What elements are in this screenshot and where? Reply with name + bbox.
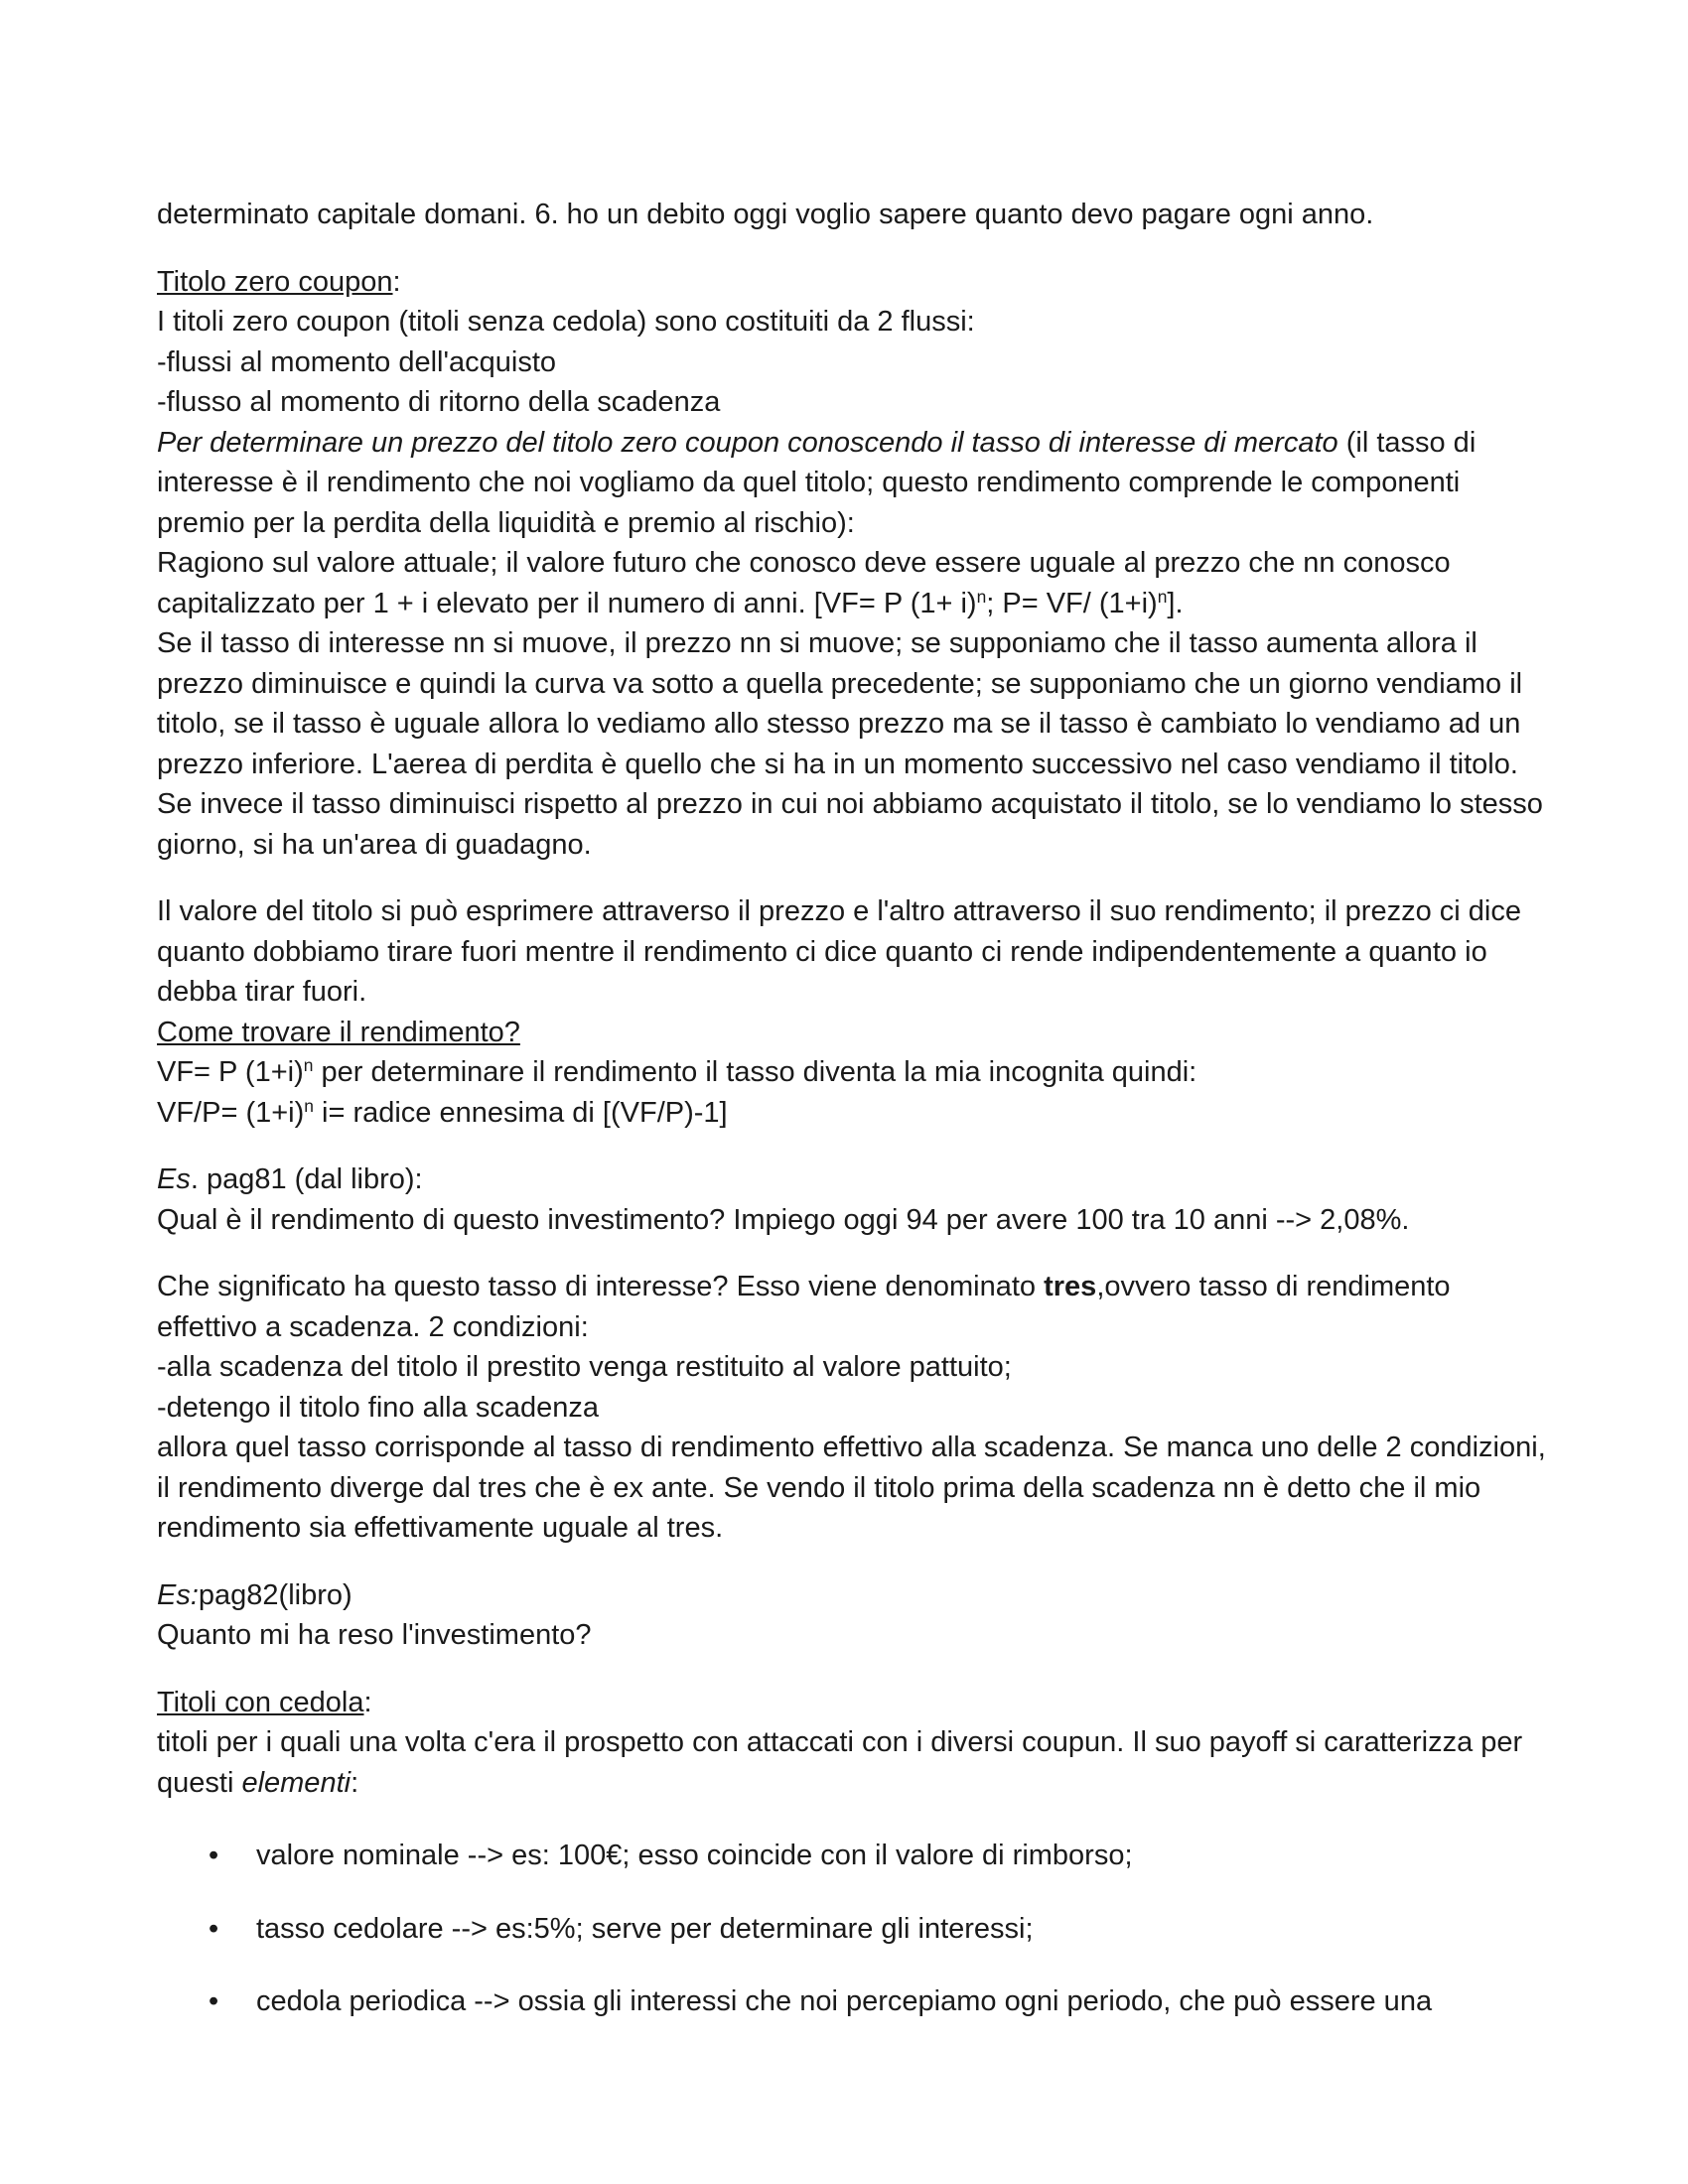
bullet-icon: • <box>209 1985 219 2017</box>
example-1 <box>157 1160 1547 1240</box>
zero-coupon-heading-line: Titolo zero coupon: <box>157 265 401 298</box>
elements-list <box>157 1836 1547 2022</box>
formula-line-1: VF= P $(1+i)^n$ per determinare il rendimento il tasso diventa la mia incognita quindi: <box>157 1055 1197 1088</box>
zero-coupon-line-2: -flussi al momento dell'acquisto <box>157 345 557 378</box>
example-1-text: Qual è il rendimento di questo investimento? Impiego oggi 94 per avere 100 tra 10 anni --> 2,08%. <box>157 1203 1410 1236</box>
present-value-paragraph: Ragiono sul valore attuale; il valore futuro che conosco deve essere uguale al prezzo che nn conosco capitalizzato per 1 + i elevato per il numero di anni. [VF= P $(1+ i)^n$; P= VF/ $(1+i)^n$]. <box>157 547 1451 619</box>
tres-section <box>157 1267 1547 1549</box>
tres-conclusion: allora quel tasso corrisponde al tasso di rendimento effettivo alla scadenza. Se manca uno delle 2 condizioni, il rendimento diverge dal tres che è ex ante. Se vendo il titolo prima della scadenza nn è detto che il mio rendimento sia effettivamente uguale al tres. <box>157 1432 1546 1544</box>
list-item: • valore nominale --> es: 100€; esso coincide con il valore di rimborso; <box>157 1836 1547 1876</box>
value-paragraph: Il valore del titolo si può esprimere attraverso il prezzo e l'altro attraverso il suo rendimento; il prezzo ci dice quanto dobbiamo tirare fuori mentre il rendimento ci dice quanto ci rende indipendentemente a quanto io debba tirar fuori. <box>157 895 1521 1008</box>
bullet-icon: • <box>209 1912 219 1945</box>
intro-paragraph: determinato capitale domani. 6. ho un debito oggi voglio sapere quanto devo pagare ogni anno. <box>157 199 1374 230</box>
zero-coupon-heading: Titolo zero coupon <box>157 265 393 298</box>
document-body <box>157 195 1547 2055</box>
value-section <box>157 891 1547 1133</box>
coupon-bonds-paragraph: titoli per i quali una volta c'era il prospetto con attaccati con i diversi coupun. Il suo payoff si caratterizza per questi elementi: <box>157 1726 1523 1799</box>
formula-line-2: $VF/P= (1+i)^n$ i= radice ennesima di [(VF/P)-1] <box>157 1095 728 1129</box>
condition-1: -alla scadenza del titolo il prestito venga restituito al valore pattuito; <box>157 1351 1012 1383</box>
example-1-label: Es. pag81 (dal libro): <box>157 1163 423 1195</box>
zero-coupon-line-3: -flusso al momento di ritorno della scadenza <box>157 386 721 418</box>
coupon-bonds-section <box>157 1683 1547 2022</box>
zero-coupon-section <box>157 262 1547 866</box>
condition-2: -detengo il titolo fino alla scadenza <box>157 1391 599 1424</box>
find-yield-heading: Come trovare il rendimento? <box>157 1016 520 1048</box>
zero-coupon-line-1: I titoli zero coupon (titoli senza cedola) sono costituiti da 2 flussi: <box>157 306 975 338</box>
example-2-label: Es:pag82(libro) <box>157 1578 352 1611</box>
rate-change-paragraph: Se il tasso di interesse nn si muove, il prezzo nn si muove; se supponiamo che il tasso aumenta allora il prezzo diminuisce e quindi la curva va sotto a quella precedente; se supponiamo che un giorno vendiamo il titolo, se il tasso è uguale allora lo vediamo allo stesso prezzo ma se il tasso è cambiato lo vendiamo ad un prezzo inferiore. L'aerea di perdita è quello che si ha in un momento successivo nel caso vendiamo il titolo. Se invece il tasso diminuisci rispetto al prezzo in cui noi abbiamo acquistato il titolo, se lo vendiamo lo stesso giorno, si ha un'area di guadagno. <box>157 627 1543 861</box>
example-2-text: Quanto mi ha reso l'investimento? <box>157 1619 592 1651</box>
coupon-bonds-heading-line: Titoli con cedola: <box>157 1686 372 1718</box>
bullet-icon: • <box>209 1840 219 1871</box>
list-item: • cedola periodica --> ossia gli interessi che noi percepiamo ogni periodo, che può essere una <box>157 1981 1547 2022</box>
price-determination-paragraph: Per determinare un prezzo del titolo zero coupon conoscendo il tasso di interesse di mercato (il tasso di interesse è il rendimento che noi vogliamo da quel titolo; questo rendimento comprende le componenti premio per la perdita della liquidità e premio al rischio): <box>157 426 1477 539</box>
tres-paragraph: Che significato ha questo tasso di interesse? Esso viene denominato tres,ovvero tasso di rendimento effettivo a scadenza. 2 condizioni: <box>157 1271 1451 1343</box>
example-2 <box>157 1575 1547 1656</box>
coupon-bonds-heading: Titoli con cedola <box>157 1686 364 1718</box>
list-item: • tasso cedolare --> es:5%; serve per determinare gli interessi; <box>157 1909 1547 1950</box>
